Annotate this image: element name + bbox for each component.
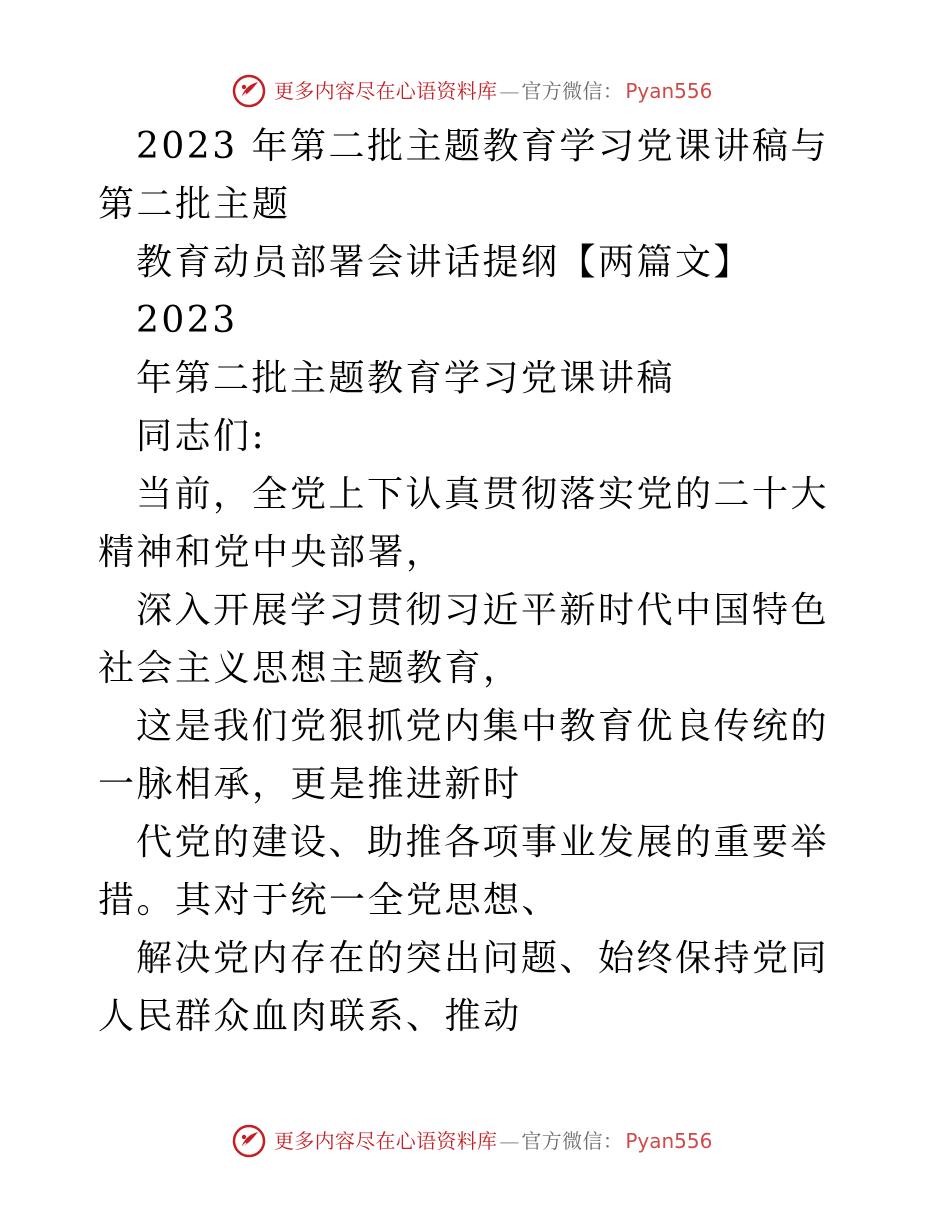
paragraph: 当前，全党上下认真贯彻落实党的二十大精神和党中央部署， xyxy=(98,474,830,573)
watermark-wechat-id: Pyan556 xyxy=(625,1129,713,1153)
watermark-dash: — xyxy=(499,79,520,103)
paragraph: 解决党内存在的突出问题、始终保持党同人民群众血肉联系、推动 xyxy=(98,938,830,1037)
document-body xyxy=(98,118,856,1046)
header-watermark xyxy=(232,72,712,110)
footer-watermark xyxy=(232,1122,712,1160)
paragraph: 2023 xyxy=(136,300,238,341)
paragraph: 这是我们党狠抓党内集中教育优良传统的一脉相承，更是推进新时 xyxy=(98,706,830,805)
paragraph: 代党的建设、助推各项事业发展的重要举措。其对于统一全党思想、 xyxy=(98,822,830,921)
paragraph: 同志们: xyxy=(136,416,267,457)
paragraph: 2023 年第二批主题教育学习党课讲稿与第二批主题 xyxy=(98,126,830,225)
paragraph: 教育动员部署会讲话提纲【两篇文】 xyxy=(136,242,753,283)
watermark-slogan: 更多内容尽在心语资料库 xyxy=(274,1129,498,1153)
watermark-slogan: 更多内容尽在心语资料库 xyxy=(274,79,498,103)
quill-emblem-icon xyxy=(232,1124,266,1158)
watermark-wechat-label: 官方微信： xyxy=(521,1129,624,1153)
watermark-dash: — xyxy=(499,1129,520,1153)
quill-emblem-icon xyxy=(232,74,266,108)
watermark-wechat-id: Pyan556 xyxy=(625,79,713,103)
paragraph: 年第二批主题教育学习党课讲稿 xyxy=(136,358,676,399)
paragraph: 深入开展学习贯彻习近平新时代中国特色社会主义思想主题教育， xyxy=(98,590,830,689)
watermark-wechat-label: 官方微信： xyxy=(521,79,624,103)
